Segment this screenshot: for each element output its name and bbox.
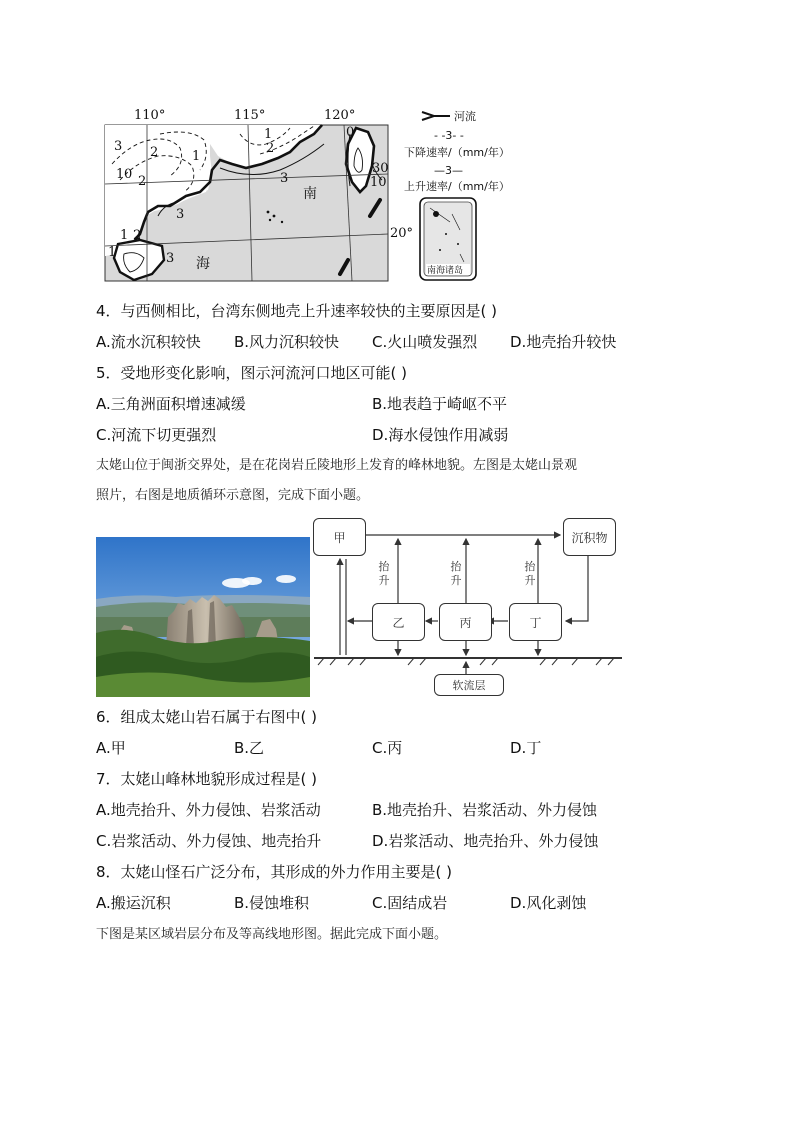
- box-yi: 乙: [372, 603, 425, 641]
- option-c[interactable]: C.固结成岩: [372, 894, 448, 912]
- crustal-movement-map: [100, 104, 414, 284]
- contour-value: 1: [108, 245, 117, 260]
- option-c[interactable]: C.丙: [372, 739, 403, 757]
- material-intro: 照片，右图是地质循环示意图，完成下面小题。: [96, 488, 370, 503]
- box-asthenosphere: 软流层: [434, 674, 504, 696]
- question-number: 7．: [96, 770, 121, 788]
- latitude-label: 20°: [390, 226, 414, 241]
- option-c[interactable]: C.火山喷发强烈: [372, 333, 478, 351]
- question-stem: 组成太姥山岩石属于右图中( ): [120, 708, 318, 726]
- map-legend: [400, 104, 524, 284]
- contour-value: 2: [133, 228, 142, 243]
- question-6: [96, 707, 317, 727]
- box-ding: 丁: [509, 603, 562, 641]
- option-a[interactable]: A.流水沉积较快: [96, 333, 201, 351]
- option-d[interactable]: D.丁: [510, 739, 542, 757]
- uplift-label: 抬升: [524, 560, 536, 587]
- option-b[interactable]: B.乙: [234, 739, 265, 757]
- contour-value: 2: [266, 141, 275, 156]
- contour-value: 1: [264, 127, 273, 142]
- question-stem: 受地形变化影响，图示河流河口地区可能( ): [120, 364, 408, 382]
- question-stem: 与西侧相比，台湾东侧地壳上升速率较快的主要原因是( ): [120, 302, 498, 320]
- longitude-label: 115°: [234, 108, 266, 123]
- contour-value: 10: [370, 175, 387, 190]
- contour-value: 3: [114, 139, 123, 154]
- question-number: 4．: [96, 302, 121, 320]
- legend-uplift: 上升速率/（mm/年）: [404, 180, 510, 193]
- contour-value: 0: [346, 125, 355, 140]
- question-4: [96, 301, 497, 321]
- legend-subsidence: 下降速率/（mm/年）: [404, 146, 510, 159]
- question-7: [96, 769, 317, 789]
- contour-value: 3: [280, 171, 289, 186]
- option-b[interactable]: B.侵蚀堆积: [234, 894, 310, 912]
- option-b[interactable]: B.地壳抬升、岩浆活动、外力侵蚀: [372, 801, 598, 819]
- question-8: [96, 862, 452, 882]
- option-b[interactable]: B.地表趋于崎岖不平: [372, 395, 508, 413]
- contour-value: 30: [372, 161, 389, 176]
- option-c[interactable]: C.河流下切更强烈: [96, 426, 217, 444]
- option-c[interactable]: C.岩浆活动、外力侵蚀、地壳抬升: [96, 832, 322, 850]
- option-d[interactable]: D.海水侵蚀作用减弱: [372, 426, 509, 444]
- option-d[interactable]: D.地壳抬升较快: [510, 333, 617, 351]
- taimu-mountain-photo: [96, 537, 310, 697]
- inset-label: 南海诸岛: [427, 266, 464, 276]
- question-number: 5．: [96, 364, 121, 382]
- option-a[interactable]: A.搬运沉积: [96, 894, 171, 912]
- question-stem: 太姥山怪石广泛分布，其形成的外力作用主要是( ): [120, 863, 453, 881]
- contour-value: 0: [124, 167, 133, 182]
- option-b[interactable]: B.风力沉积较快: [234, 333, 340, 351]
- legend-uplift-symbol: —3—: [434, 164, 463, 177]
- material-intro: 太姥山位于闽浙交界处，是在花岗岩丘陵地形上发育的峰林地貌。左图是太姥山景观: [96, 458, 578, 473]
- contour-value: 3: [176, 207, 185, 222]
- question-5: [96, 363, 407, 383]
- uplift-label: 抬升: [450, 560, 462, 587]
- contour-value: 1: [192, 149, 201, 164]
- contour-value: 3: [166, 251, 175, 266]
- option-d[interactable]: D.风化剥蚀: [510, 894, 587, 912]
- option-a[interactable]: A.三角洲面积增速减缓: [96, 395, 246, 413]
- legend-subsidence-symbol: - -3- -: [434, 129, 464, 142]
- sea-label: 南: [303, 186, 317, 202]
- option-a[interactable]: A.甲: [96, 739, 126, 757]
- contour-value: 1: [120, 228, 129, 243]
- longitude-label: 110°: [134, 108, 166, 123]
- sea-label: 海: [196, 256, 210, 272]
- contour-value: 2: [138, 174, 147, 189]
- contour-value: 2: [150, 145, 159, 160]
- uplift-label: 抬升: [378, 560, 390, 587]
- box-sediment: 沉积物: [563, 518, 616, 556]
- box-bing: 丙: [439, 603, 492, 641]
- question-number: 8．: [96, 863, 121, 881]
- box-jia: 甲: [313, 518, 366, 556]
- material-intro: 下图是某区域岩层分布及等高线地形图。据此完成下面小题。: [96, 927, 448, 942]
- contour-value: 1: [116, 167, 125, 182]
- question-number: 6．: [96, 708, 121, 726]
- longitude-label: 120°: [324, 108, 356, 123]
- question-stem: 太姥山峰林地貌形成过程是( ): [120, 770, 318, 788]
- option-a[interactable]: A.地壳抬升、外力侵蚀、岩浆活动: [96, 801, 321, 819]
- legend-river: 河流: [454, 110, 476, 123]
- rock-cycle-diagram: [310, 515, 630, 700]
- option-d[interactable]: D.岩浆活动、地壳抬升、外力侵蚀: [372, 832, 599, 850]
